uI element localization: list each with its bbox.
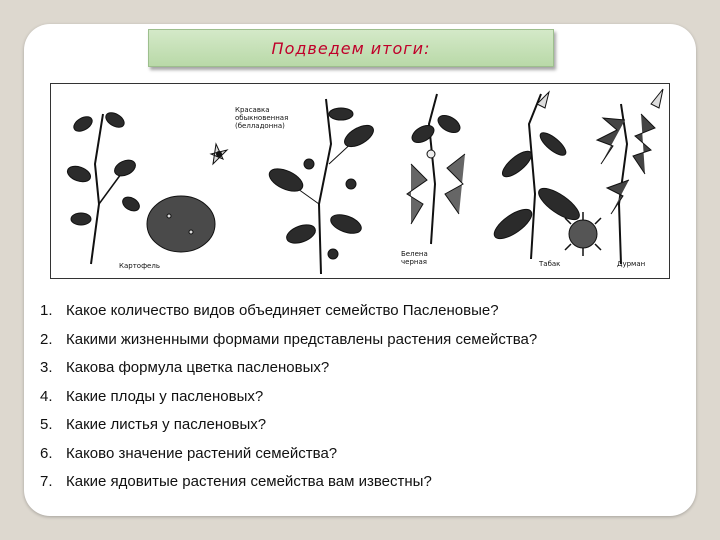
plants-drawing <box>51 84 669 278</box>
potato-plant-icon <box>65 110 227 264</box>
list-item <box>40 473 680 502</box>
questions-list <box>40 302 680 502</box>
question-number: 1. <box>40 302 53 319</box>
list-item <box>40 359 680 388</box>
henbane-plant-icon <box>407 94 465 244</box>
question-text: Какие листья у пасленовых? <box>66 416 267 433</box>
question-text: Какие плоды у пасленовых? <box>66 387 264 405</box>
datura-label: Дурман <box>617 260 646 268</box>
plants-illustration <box>50 83 670 279</box>
question-text: Каково значение растений семейства? <box>66 444 338 462</box>
tobacco-label: Табак <box>539 260 561 268</box>
question-number: 5. <box>40 416 53 433</box>
question-text: Какова формула цветка пасленовых? <box>66 359 330 376</box>
belladonna-label: Красавка обыкновенная (белладонна) <box>235 106 289 130</box>
list-item <box>40 331 680 360</box>
question-number: 6. <box>40 444 53 462</box>
potato-label: Картофель <box>119 262 160 270</box>
list-item <box>40 388 680 417</box>
list-item <box>40 302 680 331</box>
question-number: 7. <box>40 473 53 490</box>
list-item <box>40 416 680 445</box>
title-banner <box>148 29 554 67</box>
slide-title: Подведем итоги: <box>271 38 431 58</box>
datura-plant-icon <box>565 89 663 264</box>
question-number: 3. <box>40 359 53 376</box>
henbane-label: Белена черная <box>401 250 428 266</box>
question-number: 4. <box>40 387 53 405</box>
question-text: Какое количество видов объединяет семейство Пасленовые? <box>66 302 499 319</box>
list-item <box>40 445 680 474</box>
question-text: Какими жизненными формами представлены растения семейства? <box>66 330 538 348</box>
question-text: Какие ядовитые растения семейства вам известны? <box>66 473 432 490</box>
question-number: 2. <box>40 330 53 348</box>
